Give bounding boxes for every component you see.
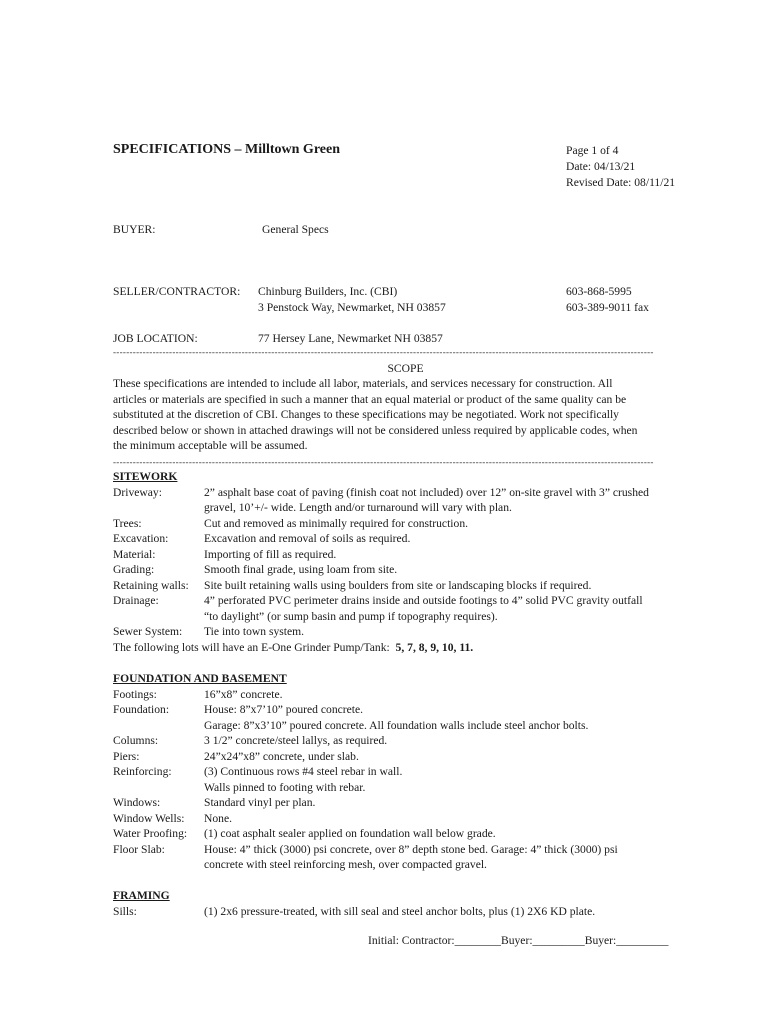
spec-label: Water Proofing:: [113, 827, 188, 840]
spec-value: 4” perforated PVC perimeter drains inside and outside footings to 4” solid PVC gravity outfall: [204, 594, 643, 607]
buyer-label: BUYER:: [113, 223, 156, 236]
scope-line: the minimum acceptable will be assumed.: [113, 439, 308, 452]
spec-value: (1) coat asphalt sealer applied on foundation wall below grade.: [204, 827, 496, 840]
spec-value: Site built retaining walls using boulders from site or landscaping blocks if required.: [204, 578, 592, 592]
header-meta: [566, 143, 675, 191]
seller-info: [258, 284, 446, 315]
spec-row: [113, 857, 713, 873]
job-location-value: 77 Hersey Lane, Newmarket NH 03857: [258, 332, 443, 345]
spec-row: [113, 749, 713, 765]
spec-label: Footings:: [113, 687, 157, 701]
spec-value: gravel, 10’+/- wide. Length and/or turnaround will vary with plan.: [204, 501, 512, 514]
spec-value: (1) 2x6 pressure-treated, with sill seal and steel anchor bolts, plus (1) 2X6 KD plate.: [204, 904, 596, 918]
spec-row: [113, 826, 713, 842]
spec-value: Garage: 8”x3’10” poured concrete. All foundation walls include steel anchor bolts.: [204, 718, 589, 732]
framing-heading: FRAMING: [113, 889, 170, 902]
spec-row: [113, 795, 713, 811]
spec-row: [113, 578, 713, 594]
spec-value: None.: [204, 811, 233, 825]
spec-value: “to daylight” (or sump basin and pump if topography requires).: [204, 609, 498, 623]
spec-value: House: 4” thick (3000) psi concrete, over 8” depth stone bed. Garage: 4” thick (3000) psi: [204, 842, 618, 856]
seller-fax: 603-389-9011 fax: [566, 300, 649, 314]
spec-value: Standard vinyl per plan.: [204, 796, 316, 809]
spec-label: [113, 857, 204, 873]
revised-date: Revised Date: 08/11/21: [566, 176, 676, 189]
spec-row: [113, 516, 713, 532]
scope-line: substituted at the discretion of CBI. Changes to these specifications may be negotiated. Work not specifically: [113, 408, 619, 421]
spec-row: [113, 531, 713, 547]
framing-section: [113, 888, 713, 919]
spec-label: Windows:: [113, 796, 161, 809]
divider-line: --------------------------------------------------------------------------------------------------------------------------------------------------------------------: [113, 457, 654, 467]
spec-label: Excavation:: [113, 532, 169, 545]
spec-row: [113, 702, 713, 718]
spec-label: Floor Slab:: [113, 842, 165, 856]
spec-row: [113, 687, 713, 703]
spec-label: Piers:: [113, 749, 140, 763]
spec-value: Importing of fill as required.: [204, 547, 337, 561]
spec-label: Sills:: [113, 904, 137, 918]
scope-line: described below or shown in attached drawings will not be considered unless required by applicable codes, when: [113, 423, 638, 437]
divider-line: --------------------------------------------------------------------------------------------------------------------------------------------------------------------: [113, 347, 654, 357]
spec-value: Cut and removed as minimally required for construction.: [204, 516, 469, 530]
spec-row: [113, 733, 713, 749]
document-date: Date: 04/13/21: [566, 160, 636, 173]
initials-line: Initial: Contractor:________Buyer:_________Buyer:_________: [368, 934, 669, 947]
spec-label: Grading:: [113, 563, 155, 576]
spec-row: [113, 547, 713, 563]
spec-label: [113, 718, 204, 734]
spec-value: concrete with steel reinforcing mesh, over compacted gravel.: [204, 858, 487, 871]
spec-value: House: 8”x7’10” poured concrete.: [204, 703, 364, 716]
scope-heading: SCOPE: [387, 362, 424, 375]
spec-value: 16”x8” concrete.: [204, 687, 283, 701]
spec-value: 3 1/2” concrete/steel lallys, as required.: [204, 734, 388, 747]
spec-label: [113, 780, 204, 796]
spec-value: Excavation and removal of soils as required.: [204, 532, 411, 545]
grinder-pump-note: [113, 640, 713, 656]
seller-address: 3 Penstock Way, Newmarket, NH 03857: [258, 300, 446, 314]
grinder-pump-lots: 5, 7, 8, 9, 10, 11.: [395, 640, 474, 654]
spec-row: [113, 780, 713, 796]
spec-label: [113, 609, 204, 625]
foundation-heading: FOUNDATION AND BASEMENT: [113, 672, 287, 685]
seller-label: SELLER/CONTRACTOR:: [113, 285, 241, 298]
spec-row: [113, 593, 713, 609]
spec-label: Trees:: [113, 516, 142, 530]
spec-value: Tie into town system.: [204, 625, 305, 638]
spec-label: Material:: [113, 547, 156, 561]
sitework-section: [113, 469, 713, 655]
spec-row: [113, 811, 713, 827]
spec-row: [113, 904, 713, 920]
spec-label: Reinforcing:: [113, 765, 172, 778]
spec-label: Window Wells:: [113, 811, 185, 825]
spec-label: Sewer System:: [113, 625, 183, 638]
job-location-label: JOB LOCATION:: [113, 332, 198, 345]
spec-row: [113, 842, 713, 858]
scope-paragraph: [113, 376, 698, 454]
spec-label: [113, 500, 204, 516]
spec-label: Foundation:: [113, 703, 170, 716]
scope-line: articles or materials are specified in such a manner that an equal material or product of the same quality can be: [113, 392, 627, 406]
spec-value: 2” asphalt base coat of paving (finish coat not included) over 12” on-site gravel with 3” crushed: [204, 485, 649, 499]
page-number: Page 1 of 4: [566, 144, 619, 157]
spec-label: Driveway:: [113, 485, 162, 499]
sitework-heading: SITEWORK: [113, 470, 178, 483]
foundation-section: [113, 671, 713, 873]
spec-row: [113, 485, 713, 501]
seller-name: Chinburg Builders, Inc. (CBI): [258, 285, 398, 298]
spec-row: [113, 500, 713, 516]
spec-label: Columns:: [113, 734, 159, 747]
spec-row: [113, 562, 713, 578]
buyer-value: General Specs: [262, 223, 329, 236]
spec-label: Retaining walls:: [113, 578, 189, 592]
spec-value: Smooth final grade, using loam from site.: [204, 563, 398, 576]
spec-row: [113, 624, 713, 640]
document-title: SPECIFICATIONS – Milltown Green: [113, 142, 340, 157]
spec-value: (3) Continuous rows #4 steel rebar in wall.: [204, 765, 403, 778]
spec-row: [113, 609, 713, 625]
spec-row: [113, 764, 713, 780]
spec-row: [113, 718, 713, 734]
seller-phone: 603-868-5995: [566, 285, 632, 298]
spec-label: Drainage:: [113, 594, 159, 607]
seller-contact: [566, 284, 649, 315]
spec-value: 24”x24”x8” concrete, under slab.: [204, 749, 359, 763]
scope-line: These specifications are intended to include all labor, materials, and services necessary for construction. All: [113, 377, 613, 390]
spec-value: Walls pinned to footing with rebar.: [204, 780, 366, 794]
grinder-pump-note-text: The following lots will have an E-One Grinder Pump/Tank:: [113, 640, 390, 654]
